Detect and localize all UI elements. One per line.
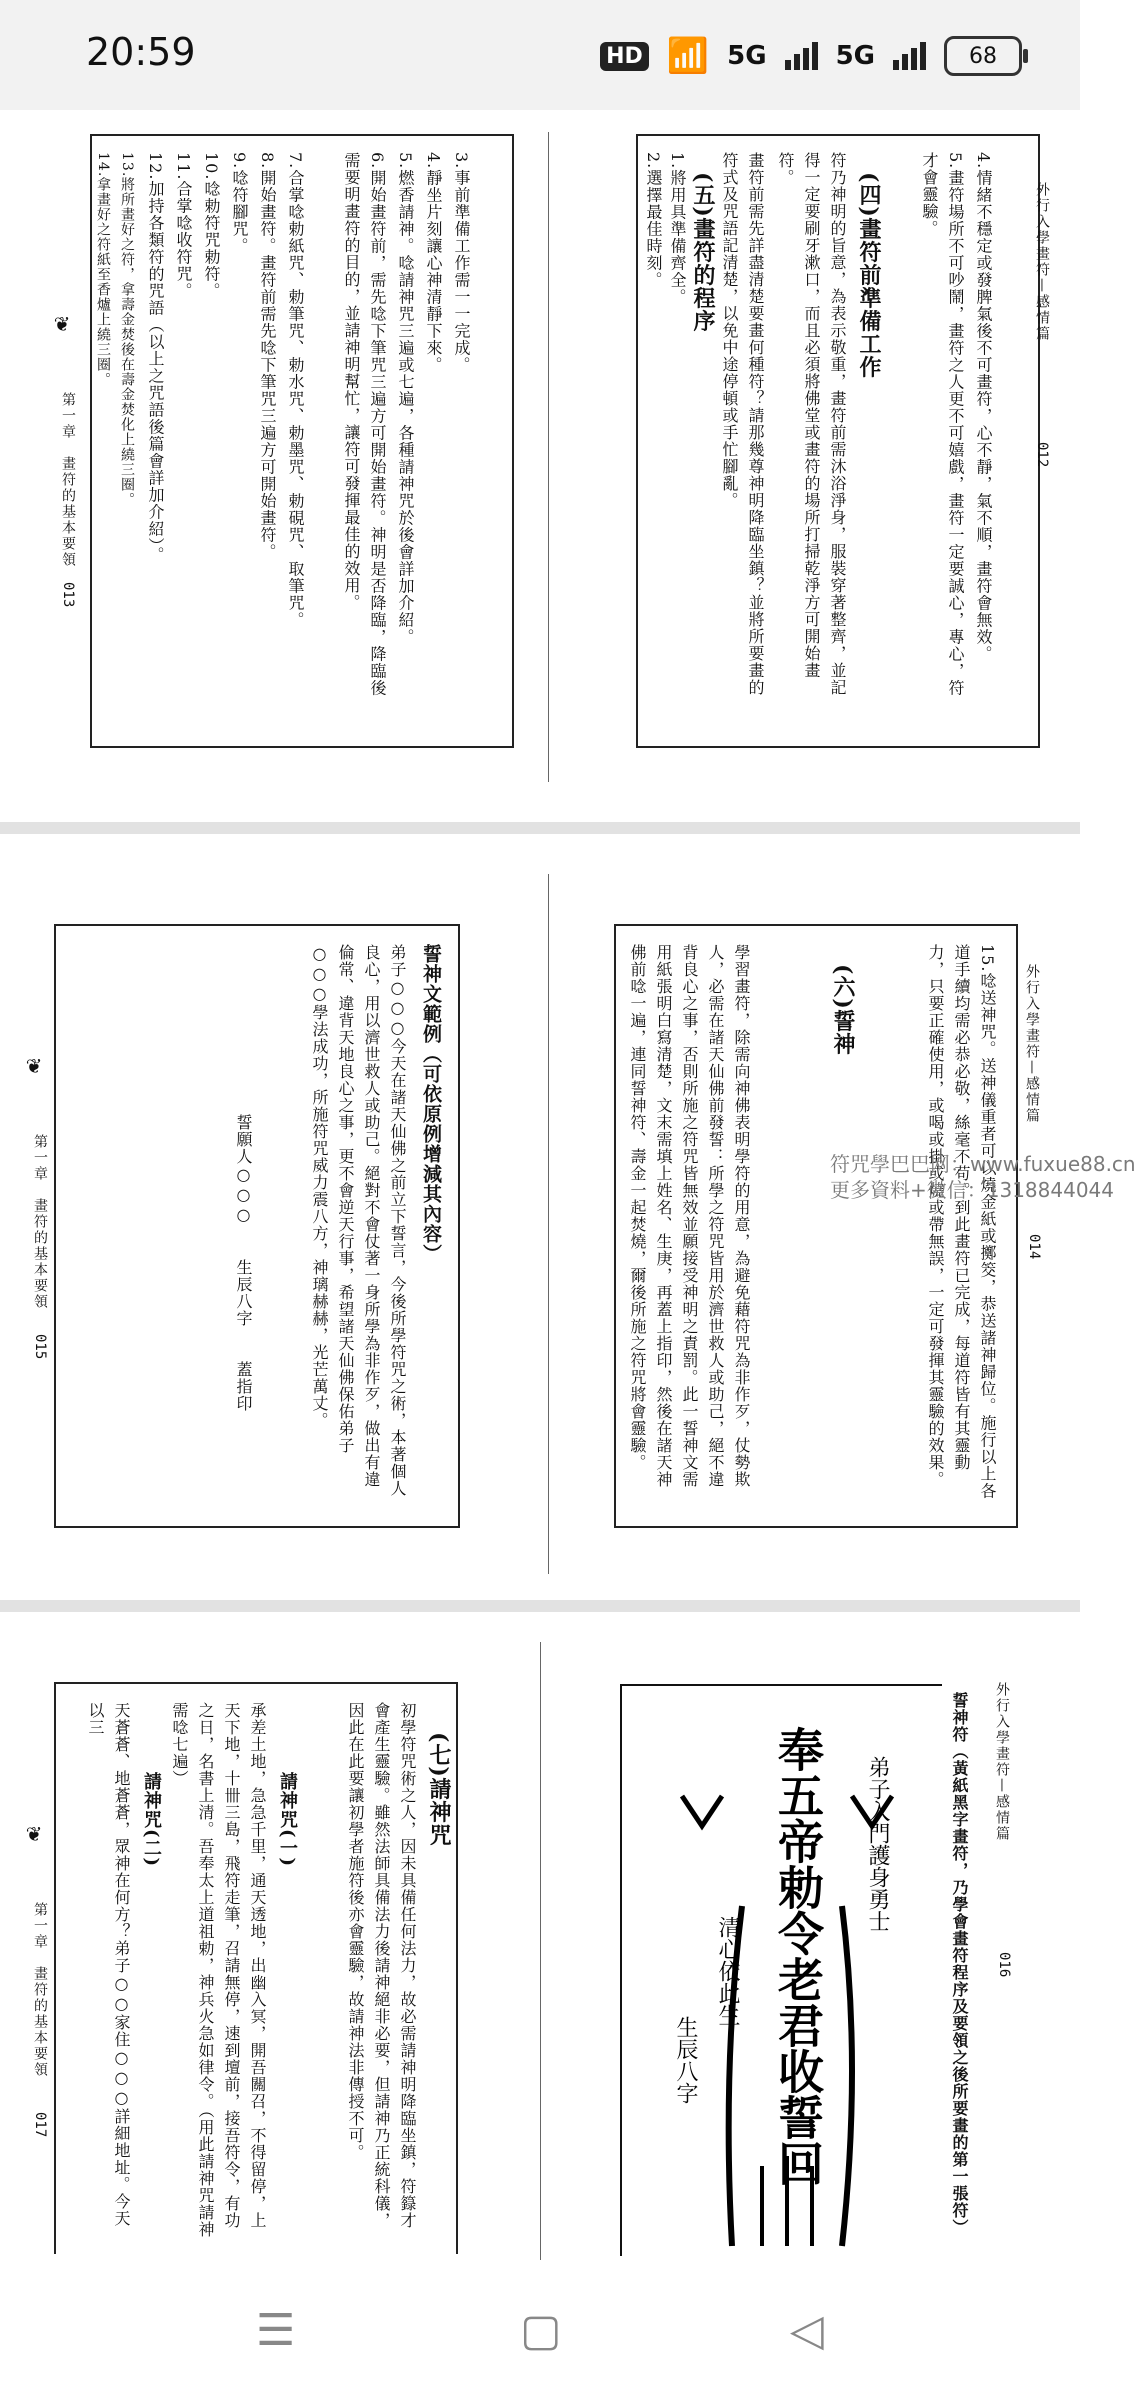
page-013-text-12: 14.拿畫好之符紙至香爐上繞三圈。 xyxy=(95,152,111,388)
page-012-header: 外行入學畫符—感情篇 xyxy=(1034,182,1050,342)
page-013-text-9: 11.合掌唸收符咒。 xyxy=(174,152,193,300)
navigation-bar xyxy=(0,2260,1080,2400)
page-013-text-3: 5.燃香請神。唸請神咒三遍或七遍，各種請神咒於後會詳加介紹。 xyxy=(396,152,415,646)
spine-divider-3 xyxy=(540,1642,541,2260)
status-icons xyxy=(600,36,1022,76)
signal-icon-1 xyxy=(785,42,818,70)
page-013-text-1: 3.事前準備工作需一一完成。 xyxy=(452,152,471,374)
page-017-number: 017 xyxy=(32,2112,48,2138)
watermark-line-2: 更多資料+微信：1318844044 xyxy=(830,1178,1115,1202)
watermark-line-1: 符咒學巴巴网：www.fuxue88.cn xyxy=(830,1152,1136,1176)
page-separator-1 xyxy=(0,822,1080,834)
oath-talisman xyxy=(620,1684,942,2256)
page-012-text-3: 符乃神明的旨意，為表示敬重，畫符前需沐浴淨身，服裝穿著整齊，並記得一定要刷牙漱口，而且必須將佛堂或畫符的場所打掃乾淨方可開始畫符。 xyxy=(776,152,847,696)
clock: 20:59 xyxy=(86,30,196,74)
page-012-text-1: 4.情緒不穩定或發脾氣後不可畫符，心不靜，氣不順，畫符會無效。 xyxy=(974,152,993,663)
network-5g-label-1: 5G xyxy=(727,41,767,71)
page-017-text-1: 初學符咒術之人，因未具備任何法力，故必需請神明降臨坐鎮，符籙才會產生靈驗。雖然法師具備法力後請神絕非必要，但請神乃正統科儀，因此在此要讓初學者施符後亦會靈驗，故請神法非傳授不可。 xyxy=(346,1702,417,2229)
menu-icon[interactable]: ☰ xyxy=(256,2305,296,2356)
page-row-2 xyxy=(0,834,1136,1600)
page-016-caption: 誓神符（黃紙黑字畫符，乃學會畫符程序及要領之後所要畫的第一張符） xyxy=(950,1692,969,2236)
page-014-text-2: 學習畫符，除需向神佛表明學符的用意，為避免藉符咒為非作歹，仗勢欺人，必需在諸天仙佛前發誓：所學之符咒皆用於濟世救人或助己，絕不違背良心之事，否則所施之符咒皆無效並願接受神明之責罰。此一誓神文需用紙張明白寫清楚，文末需填上姓名、生庚，再蓋上指印，然後在諸天神佛前唸一遍，連同誓神符、壽金一起焚燒，爾後所施之符咒將會靈驗。 xyxy=(628,944,751,1488)
page-013-text-6: 8.開始畫符。畫符前需先唸下筆咒三遍方可開始畫符。 xyxy=(258,152,277,561)
page-separator-2 xyxy=(0,1600,1080,1612)
page-012-text-5: 1.將用具準備齊全。 xyxy=(668,152,687,306)
talisman-left-script: 弟子入門護身勇士 xyxy=(865,1756,890,1932)
page-017-heading-sub2: 請神咒(二) xyxy=(141,1772,162,1868)
page-015 xyxy=(0,834,540,1600)
page-013-text-8: 10.唸勅符咒勅符。 xyxy=(202,152,221,300)
page-016 xyxy=(560,1612,1080,2260)
page-015-heading: 誓神文範例（可依原例增減其內容） xyxy=(420,944,442,1264)
publisher-logo: ❦ xyxy=(50,312,74,336)
page-013-text-7: 9.唸符腳咒。 xyxy=(230,152,249,255)
page-012-text-6: 2.選擇最佳時刻。 xyxy=(644,152,663,289)
home-icon[interactable]: ▢ xyxy=(520,2305,562,2356)
page-013-text-4: 6.開始畫符前，需先唸下筆咒三遍方可開始畫符。神明是否降臨，降臨後需要明畫符的目的，並請神明幫忙，讓符可發揮最佳的效用。 xyxy=(342,152,387,697)
talisman-side-script-1: 清心依此生 xyxy=(715,1916,740,2026)
status-bar xyxy=(0,0,1080,110)
publisher-logo-3: ❦ xyxy=(22,1822,46,1846)
page-015-number: 015 xyxy=(32,1334,48,1360)
hd-voice-icon: HD xyxy=(600,42,649,71)
page-012-text-4: 畫符前需先詳盡清楚要畫何種符？請那幾尊神明降臨坐鎮？並將所要畫的符式及咒語記清楚，以免中途停頓或手忙腳亂。 xyxy=(720,152,765,696)
talisman-main-script: 奉五帝勅令老君收誓回 xyxy=(771,1726,825,2186)
spine-divider-2 xyxy=(548,874,549,1574)
page-013 xyxy=(0,112,540,822)
page-013-text-10: 12.加持各類符的咒語（以上之咒語後篇會詳加介紹）。 xyxy=(146,152,165,564)
page-014-number: 014 xyxy=(1026,1234,1042,1260)
page-016-header: 外行入學畫符—感情篇 xyxy=(994,1682,1010,1842)
publisher-logo-2: ❦ xyxy=(22,1054,46,1078)
talisman-side-script-2: 生辰八字 xyxy=(673,2016,698,2104)
page-012-heading-4: (四)畫符前準備工作 xyxy=(856,172,882,379)
page-014-heading-6: (六)誓神 xyxy=(830,964,856,1056)
battery-icon xyxy=(944,36,1022,76)
page-015-chapter: 第一章 畫符的基本要領 xyxy=(32,1134,48,1310)
page-017-heading-7: (七)請神咒 xyxy=(426,1732,452,1847)
spine-divider xyxy=(548,132,549,782)
signal-icon-2 xyxy=(893,42,926,70)
page-017-chapter: 第一章 畫符的基本要領 xyxy=(32,1902,48,2078)
page-017-text-3: 天蒼蒼、地蒼蒼，眾神在何方？弟子○○家住○○○詳細地址。今天以三 xyxy=(86,1702,131,2227)
wifi-icon: 📶 xyxy=(666,36,710,76)
page-row-1 xyxy=(0,112,1080,822)
page-015-body: 弟子○○○今天在諸天仙佛之前立下誓言，今後所學符咒之術，本著個人良心，用以濟世救人或助己。絕對不會仗著一身所學為非作歹，做出有違倫常、違背天地良心之事，更不會逆天行事，希望諸天仙佛保佑弟子○○○學法成功，所施符咒威力震八方，神璃赫赫，光芒萬丈。 xyxy=(310,944,407,1497)
battery-level: 68 xyxy=(969,43,997,69)
page-012 xyxy=(560,112,1080,822)
page-013-text-5: 7.合掌唸勅紙咒、勅筆咒、勅水咒、勅墨咒、勅硯咒、取筆咒。 xyxy=(286,152,305,629)
page-014-text-1: 15.唸送神咒。送神儀重者可以燒金紙或擲筊，恭送諸神歸位。施行以上各道手續均需必恭必敬，絲毫不苟。到此畫符已完成，每道符皆有其靈動力，只要正確使用，或喝或掛或燒或帶無誤，一定可發揮其靈驗的效果。 xyxy=(926,944,997,1500)
network-5g-label-2: 5G xyxy=(835,41,875,71)
page-017 xyxy=(0,1612,540,2260)
page-015-signature: 誓願人○○○ 生辰八字 蓋指印 xyxy=(234,1114,253,1412)
page-013-number: 013 xyxy=(60,582,76,608)
back-icon[interactable]: ◁ xyxy=(790,2305,824,2356)
page-012-heading-5: (五)畫符的程序 xyxy=(690,172,716,333)
page-row-3 xyxy=(0,1612,1080,2260)
page-014 xyxy=(560,834,1136,1600)
page-013-text-11: 13.將所畫好之符，拿壽金焚後在壽金焚化上繞三圈。 xyxy=(119,152,135,508)
page-012-text-2: 5.畫符場所不可吵鬧，畫符之人更不可嬉戲，畫符一定要誠心，專心，符才會靈驗。 xyxy=(920,152,965,697)
page-016-number: 016 xyxy=(996,1952,1012,1978)
page-017-heading-sub1: 請神咒(一) xyxy=(277,1772,298,1868)
page-012-number: 012 xyxy=(1034,442,1050,468)
page-013-text-2: 4.靜坐片刻讓心神清靜下來。 xyxy=(424,152,443,374)
page-017-text-2: 承差土地，急急千里，通天透地，出幽入冥，開吾關召，不得留停，上天下地，十卌三島，飛符走筆，召請無停，速到壇前，接吾符令，有功之日，名書上清。吾奉太上道祖勅，神兵火急如律令。（用此請神咒請神需唸七遍） xyxy=(170,1702,267,2238)
page-013-chapter: 第一章 畫符的基本要領 xyxy=(60,392,76,568)
page-014-header: 外行入學畫符—感情篇 xyxy=(1024,964,1040,1124)
